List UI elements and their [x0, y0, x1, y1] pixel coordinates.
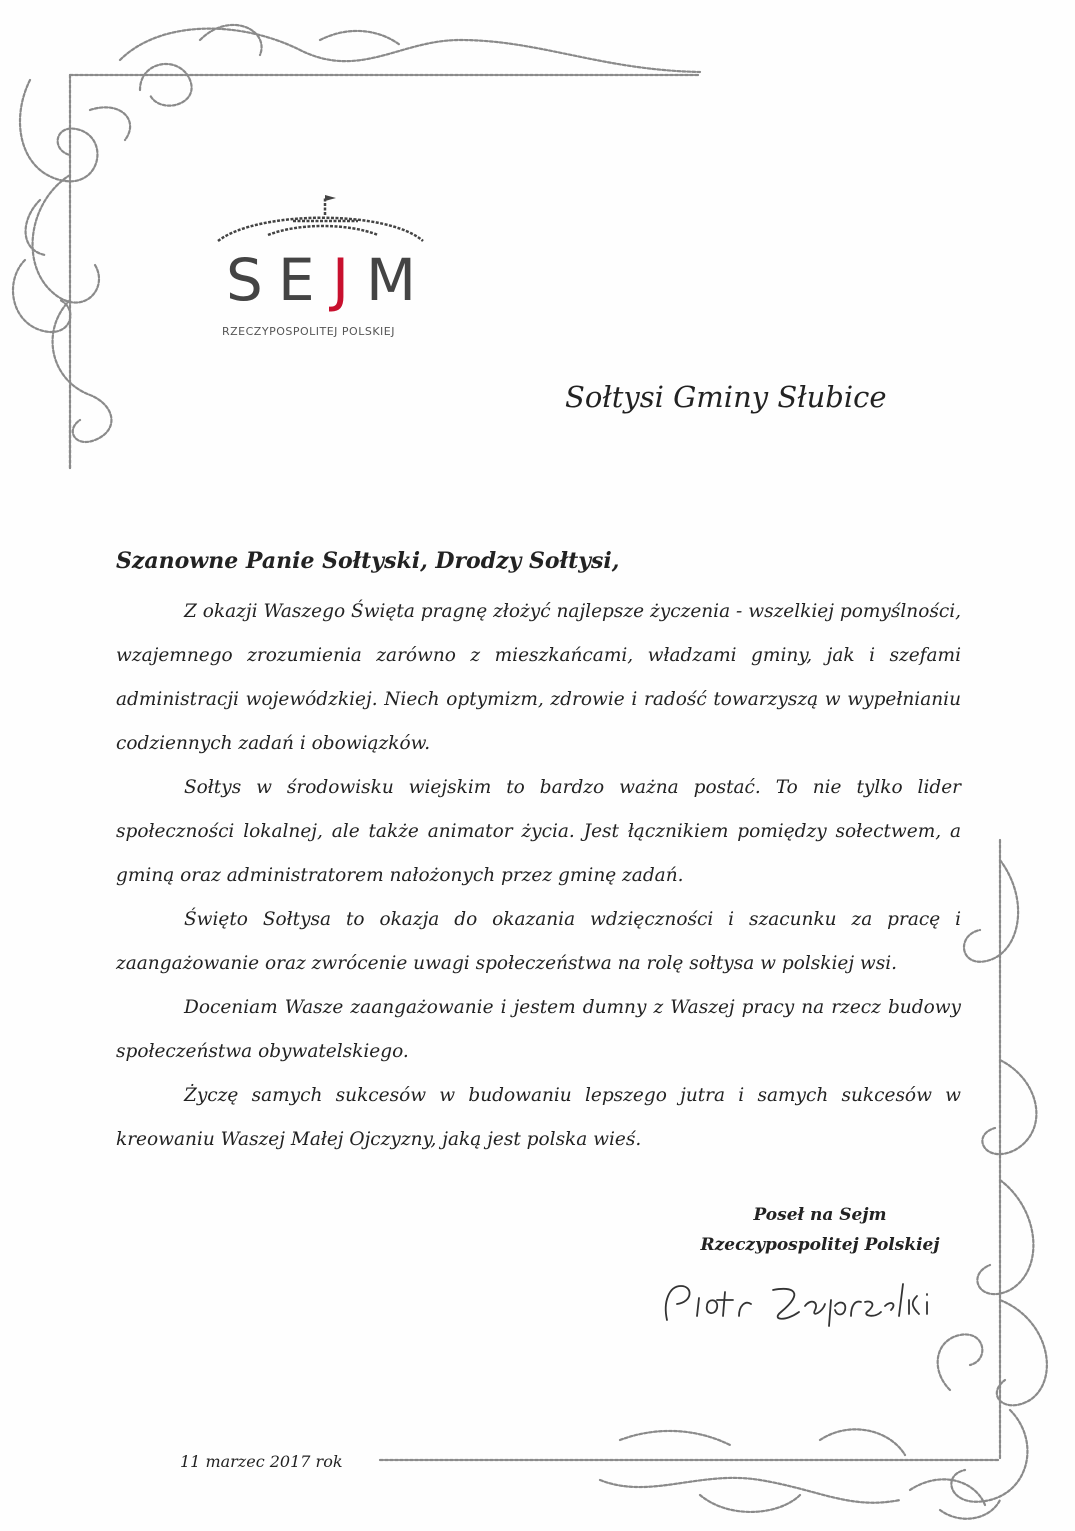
sender-title	[640, 1200, 1000, 1260]
recipient-heading: Sołtysi Gminy Słubice	[565, 380, 887, 414]
sejm-wordmark	[220, 245, 420, 315]
logo-letter-e: E	[278, 246, 315, 314]
salutation: Szanowne Panie Sołtyski, Drodzy Sołtysi,	[116, 548, 620, 574]
letter-body	[116, 590, 961, 1162]
parliament-dome-icon	[208, 185, 438, 245]
paragraph: Święto Sołtysa to okazja do okazania wdzięczności i szacunku za pracę i zaangażowanie oraz zwrócenie uwagi społeczeństwa na rolę sołtysa w polskiej wsi.	[116, 909, 961, 974]
handwritten-signature	[655, 1272, 955, 1332]
logo-subtitle: RZECZYPOSPOLITEJ POLSKIEJ	[222, 325, 395, 338]
sejm-logo	[208, 185, 438, 355]
paragraph: Życzę samych sukcesów w budowaniu lepszego jutra i samych sukcesów w kreowaniu Waszej Małej Ojczyzny, jaką jest polska wieś.	[116, 1085, 961, 1150]
paragraph: Z okazji Waszego Święta pragnę złożyć najlepsze życzenia - wszelkiej pomyślności, wzajemnego zrozumienia zarówno z mieszkańcami, władzami gminy, jak i szefami administracji wojewódzkiej. Niech optymizm, zdrowie i radość towarzyszą w wypełnianiu codziennych zadań i obowiązków.	[116, 601, 961, 754]
paragraph: Doceniam Wasze zaangażowanie i jestem dumny z Waszej pracy na rzecz budowy społeczeństwa obywatelskiego.	[116, 997, 961, 1062]
logo-letter-s: S	[226, 246, 263, 314]
logo-letter-m: M	[366, 246, 417, 314]
sender-title-line2: Rzeczypospolitej Polskiej	[700, 1235, 940, 1255]
sender-title-line1: Poseł na Sejm	[753, 1205, 887, 1225]
letter-date: 11 marzec 2017 rok	[180, 1452, 343, 1471]
logo-letter-j: J	[332, 246, 350, 314]
paragraph: Sołtys w środowisku wiejskim to bardzo ważna postać. To nie tylko lider społeczności lokalnej, ale także animator życia. Jest łącznikiem pomiędzy sołectwem, a gminą oraz administratorem nałożonych przez gminę zadań.	[116, 777, 961, 886]
